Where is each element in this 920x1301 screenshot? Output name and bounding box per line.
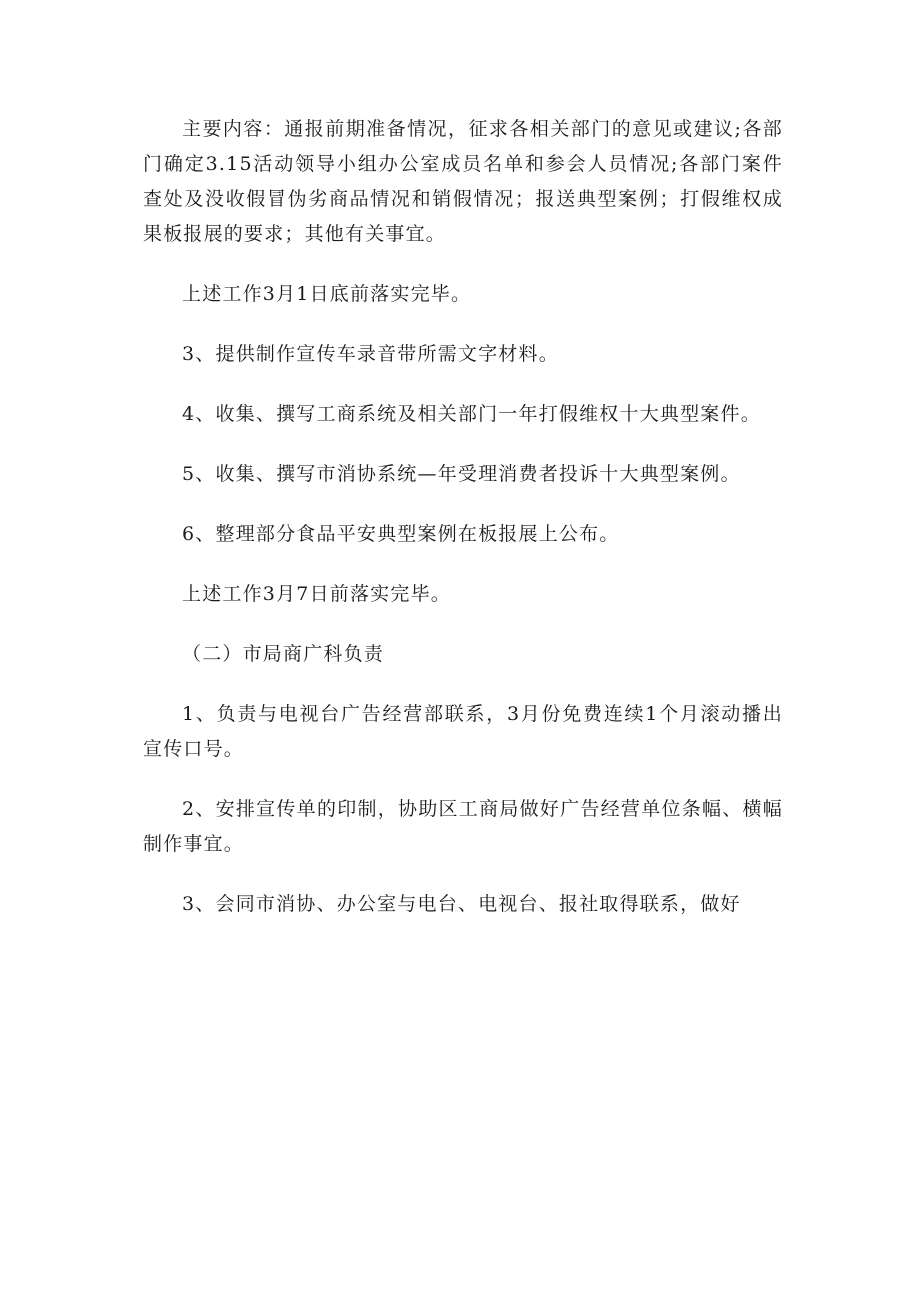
paragraph-main-content: 主要内容：通报前期准备情况，征求各相关部门的意见或建议;各部门确定3.15活动领导小组办公室成员名单和参会人员情况;各部门案件查处及没收假冒伪劣商品情况和销假情况；报送典型案例；打假维权成果板报展的要求；其他有关事宜。 bbox=[143, 118, 783, 245]
paragraph-item-3: 3、提供制作宣传车录音带所需文字材料。 bbox=[182, 343, 559, 365]
paragraph-deadline-march-7: 上述工作3月7日前落实完毕。 bbox=[182, 583, 451, 605]
paragraph-section2-item-1: 1、负责与电视台广告经营部联系，3月份免费连续1个月滚动播出宣传口号。 bbox=[143, 703, 783, 760]
paragraph-item-6: 6、整理部分食品平安典型案例在板报展上公布。 bbox=[182, 523, 620, 545]
paragraph-section2-item-2: 2、安排宣传单的印制，协助区工商局做好广告经营单位条幅、横幅制作事宜。 bbox=[143, 798, 783, 855]
paragraph-item-4: 4、收集、撰写工商系统及相关部门一年打假维权十大典型案件。 bbox=[182, 403, 761, 425]
paragraph-item-5: 5、收集、撰写市消协系统—年受理消费者投诉十大典型案例。 bbox=[182, 463, 741, 485]
document-body bbox=[143, 112, 783, 947]
section-heading-2: （二）市局商广科负责 bbox=[182, 643, 385, 665]
paragraph-deadline-march-1: 上述工作3月1日底前落实完毕。 bbox=[182, 283, 472, 305]
paragraph-section2-item-3: 3、会同市消协、办公室与电台、电视台、报社取得联系，做好 bbox=[182, 893, 741, 915]
